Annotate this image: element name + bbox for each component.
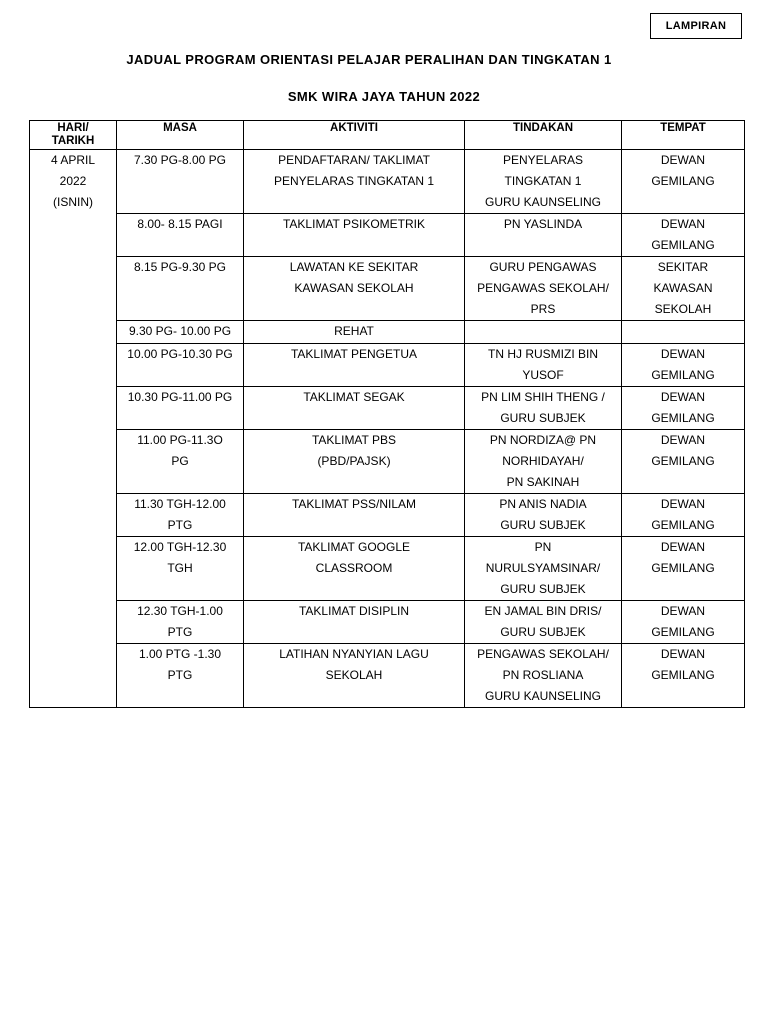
activity-cell-line: PENDAFTARAN/ TAKLIMAT: [278, 153, 430, 167]
place-cell-line: GEMILANG: [651, 625, 715, 639]
place-cell-line: DEWAN: [660, 217, 706, 231]
action-cell-line: PN ANIS NADIA: [499, 497, 587, 511]
place-cell-line: GEMILANG: [651, 454, 715, 468]
action-cell: [465, 601, 622, 644]
place-cell: [622, 644, 745, 708]
place-cell: [622, 257, 745, 321]
place-cell: [622, 537, 745, 601]
place-cell-line: KAWASAN: [653, 281, 713, 295]
action-cell: [465, 644, 622, 708]
table-row: [30, 644, 745, 708]
action-cell: [465, 257, 622, 321]
action-cell-line: GURU SUBJEK: [500, 411, 586, 425]
time-cell-line: 12.30 TGH-1.00: [137, 604, 223, 618]
time-cell: [117, 344, 244, 387]
action-cell-line: GURU PENGAWAS: [489, 260, 597, 274]
table-row: [30, 537, 745, 601]
time-cell: [117, 601, 244, 644]
place-cell-line: DEWAN: [660, 390, 706, 404]
table-row: [30, 321, 745, 344]
time-cell: [117, 257, 244, 321]
time-cell-line: 1.00 PTG -1.30: [138, 647, 222, 661]
activity-cell: [244, 387, 465, 430]
place-cell-line: DEWAN: [660, 604, 706, 618]
header-day-line: TARIKH: [51, 135, 95, 147]
action-cell: [465, 344, 622, 387]
action-cell-line: GURU KAUNSELING: [484, 689, 602, 703]
activity-cell-line: TAKLIMAT SEGAK: [303, 390, 405, 404]
activity-cell: [244, 430, 465, 494]
action-cell-line: PN YASLINDA: [503, 217, 583, 231]
activity-cell: [244, 321, 465, 344]
time-cell-line: 10.00 PG-10.30 PG: [127, 347, 233, 361]
action-cell-line: GURU SUBJEK: [500, 518, 586, 532]
table-header-row: [30, 121, 745, 150]
header-place: TEMPAT: [622, 121, 745, 150]
place-cell: [622, 430, 745, 494]
time-cell: [117, 150, 244, 214]
activity-cell: [244, 257, 465, 321]
table-row: [30, 344, 745, 387]
time-cell: [117, 321, 244, 344]
time-cell-line: 10.30 PG-11.00 PG: [127, 390, 233, 404]
action-cell-line: PENYELARAS: [502, 153, 584, 167]
action-cell-line: GURU SUBJEK: [500, 625, 586, 639]
activity-cell-line: SEKOLAH: [325, 668, 383, 682]
schedule-table: [29, 120, 745, 708]
time-cell-line: PTG: [167, 625, 193, 639]
place-cell-line: DEWAN: [660, 153, 706, 167]
time-cell: [117, 214, 244, 257]
action-cell-line: PN ROSLIANA: [502, 668, 584, 682]
time-cell: [117, 537, 244, 601]
time-cell-line: 8.00- 8.15 PAGI: [137, 217, 223, 231]
document-title: JADUAL PROGRAM ORIENTASI PELAJAR PERALIHAN DAN TINGKATAN 1: [126, 52, 612, 67]
activity-cell: [244, 494, 465, 537]
time-cell-line: 11.30 TGH-12.00: [134, 497, 226, 511]
table-row: [30, 257, 745, 321]
header-day: [30, 121, 117, 150]
time-cell-line: 9.30 PG- 10.00 PG: [128, 324, 232, 338]
activity-cell: [244, 150, 465, 214]
time-cell-line: 11.00 PG-11.3O: [137, 433, 223, 447]
activity-cell-line: KAWASAN SEKOLAH: [294, 281, 414, 295]
action-cell: [465, 387, 622, 430]
place-cell-line: GEMILANG: [651, 668, 715, 682]
action-cell: [465, 321, 622, 344]
time-cell: [117, 494, 244, 537]
place-cell: [622, 494, 745, 537]
activity-cell-line: TAKLIMAT PENGETUA: [290, 347, 418, 361]
place-cell-line: GEMILANG: [651, 174, 715, 188]
header-day-line: HARI/: [57, 122, 89, 134]
action-cell: [465, 214, 622, 257]
action-cell-line: PN LIM SHIH THENG /: [481, 390, 605, 404]
activity-cell-line: TAKLIMAT PSIKOMETRIK: [282, 217, 426, 231]
header-activity: AKTIVITI: [244, 121, 465, 150]
time-cell-line: PTG: [167, 518, 193, 532]
action-cell-line: TINGKATAN 1: [504, 174, 582, 188]
time-cell-line: 12.00 TGH-12.30: [133, 540, 227, 554]
place-cell-line: DEWAN: [660, 433, 706, 447]
table-row: [30, 387, 745, 430]
action-cell-line: PRS: [530, 302, 556, 316]
activity-cell-line: CLASSROOM: [315, 561, 393, 575]
place-cell: [622, 321, 745, 344]
place-cell-line: DEWAN: [660, 347, 706, 361]
header-action: TINDAKAN: [465, 121, 622, 150]
activity-cell: [244, 644, 465, 708]
date-cell-line: 4 APRIL: [50, 153, 96, 167]
place-cell-line: GEMILANG: [651, 518, 715, 532]
activity-cell: [244, 601, 465, 644]
activity-cell-line: REHAT: [334, 324, 374, 338]
time-cell-line: TGH: [167, 561, 193, 575]
action-cell-line: EN JAMAL BIN DRIS/: [484, 604, 602, 618]
place-cell-line: GEMILANG: [651, 238, 715, 252]
action-cell-line: YUSOF: [522, 368, 564, 382]
document-subtitle: SMK WIRA JAYA TAHUN 2022: [287, 89, 481, 104]
time-cell-line: PG: [171, 454, 189, 468]
time-cell: [117, 430, 244, 494]
place-cell-line: GEMILANG: [651, 411, 715, 425]
table-row: [30, 150, 745, 214]
time-cell-line: 7.30 PG-8.00 PG: [133, 153, 227, 167]
activity-cell-line: LAWATAN KE SEKITAR: [289, 260, 419, 274]
place-cell-line: DEWAN: [660, 540, 706, 554]
action-cell-line: PENGAWAS SEKOLAH/: [477, 647, 609, 661]
action-cell: [465, 537, 622, 601]
table-row: [30, 601, 745, 644]
action-cell-line: TN HJ RUSMIZI BIN: [488, 347, 598, 361]
action-cell-line: PN: [534, 540, 552, 554]
place-cell-line: GEMILANG: [651, 561, 715, 575]
activity-cell: [244, 214, 465, 257]
place-cell-line: GEMILANG: [651, 368, 715, 382]
place-cell-line: DEWAN: [660, 497, 706, 511]
activity-cell-line: TAKLIMAT PSS/NILAM: [291, 497, 417, 511]
date-cell-line: (ISNIN): [53, 195, 93, 209]
action-cell: [465, 150, 622, 214]
action-cell-line: NURULSYAMSINAR/: [485, 561, 601, 575]
lampiran-label: LAMPIRAN: [650, 13, 742, 39]
header-time: MASA: [117, 121, 244, 150]
table-row: [30, 214, 745, 257]
time-cell: [117, 387, 244, 430]
activity-cell-line: (PBD/PAJSK): [317, 454, 391, 468]
activity-cell-line: PENYELARAS TINGKATAN 1: [273, 174, 435, 188]
time-cell-line: 8.15 PG-9.30 PG: [133, 260, 227, 274]
activity-cell: [244, 537, 465, 601]
action-cell-line: PN SAKINAH: [506, 475, 580, 489]
place-cell: [622, 214, 745, 257]
place-cell: [622, 150, 745, 214]
activity-cell-line: LATIHAN NYANYIAN LAGU: [279, 647, 429, 661]
activity-cell-line: TAKLIMAT DISIPLIN: [298, 604, 410, 618]
action-cell-line: GURU SUBJEK: [500, 582, 586, 596]
date-cell-line: 2022: [59, 174, 87, 188]
table-row: [30, 430, 745, 494]
action-cell-line: PN NORDIZA@ PN: [489, 433, 597, 447]
place-cell-line: DEWAN: [660, 647, 706, 661]
place-cell: [622, 387, 745, 430]
activity-cell-line: TAKLIMAT GOOGLE: [297, 540, 411, 554]
place-cell: [622, 344, 745, 387]
action-cell-line: PENGAWAS SEKOLAH/: [477, 281, 609, 295]
table-row: [30, 494, 745, 537]
action-cell-line: NORHIDAYAH/: [502, 454, 584, 468]
action-cell-line: GURU KAUNSELING: [484, 195, 602, 209]
place-cell: [622, 601, 745, 644]
date-cell: [30, 150, 117, 708]
action-cell: [465, 430, 622, 494]
time-cell-line: PTG: [167, 668, 193, 682]
activity-cell: [244, 344, 465, 387]
place-cell-line: SEKITAR: [657, 260, 709, 274]
place-cell-line: SEKOLAH: [654, 302, 712, 316]
action-cell: [465, 494, 622, 537]
activity-cell-line: TAKLIMAT PBS: [311, 433, 397, 447]
time-cell: [117, 644, 244, 708]
